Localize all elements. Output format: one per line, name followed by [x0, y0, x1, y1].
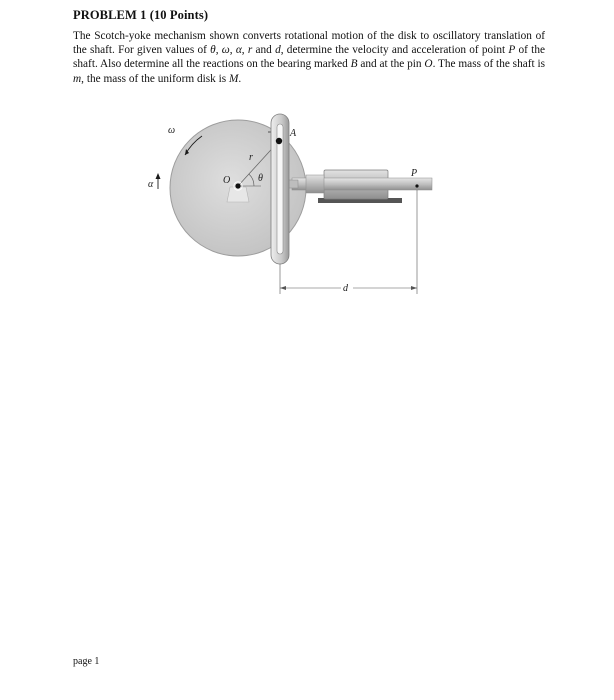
- symbol-theta: θ: [210, 44, 216, 57]
- shaft-end-left: [288, 180, 298, 188]
- label-alpha: α: [148, 179, 154, 190]
- text-part: , the mass of the uniform disk is: [81, 72, 229, 85]
- label-theta: θ: [258, 173, 263, 184]
- problem-title: PROBLEM 1 (10 Points): [73, 8, 209, 22]
- label-r: r: [249, 152, 253, 163]
- label-O: O: [223, 175, 231, 186]
- label-A: A: [290, 128, 297, 139]
- symbol-O: O: [424, 58, 433, 71]
- text-part: and at the pin: [357, 58, 425, 71]
- page-number: page 1: [73, 656, 100, 667]
- pin-O: [235, 183, 240, 188]
- symbol-B: B: [350, 58, 358, 71]
- dimension-arrowhead-left: [280, 286, 286, 290]
- point-P: [415, 184, 418, 187]
- text-part: . The mass of the shaft is: [432, 58, 545, 71]
- problem-statement: [73, 29, 545, 86]
- pin-A: [276, 138, 282, 144]
- pin-support: [227, 187, 249, 202]
- symbol-r: r: [247, 44, 253, 57]
- text-part: and: [252, 44, 276, 57]
- text-part: of the shaft. Also determine all the reactions on the bearing marked: [73, 44, 545, 71]
- text-part: ,: [241, 44, 248, 57]
- label-P: P: [411, 168, 418, 179]
- text-part: ,: [229, 44, 236, 57]
- symbol-omega: ω: [221, 44, 230, 57]
- symbol-P: P: [508, 44, 516, 57]
- symbol-d: d: [275, 44, 281, 57]
- symbol-m: m: [73, 72, 82, 85]
- symbol-alpha: α: [235, 44, 242, 57]
- symbol-M: M: [228, 72, 239, 85]
- alpha-arrowhead: [156, 173, 161, 179]
- label-omega: ω: [168, 125, 176, 136]
- shaft-collar: [306, 175, 324, 193]
- text-part: The Scotch-yoke mechanism shown converts rotational motion of the disk to oscillatory translation of the shaft. For given values of: [73, 30, 545, 57]
- label-d: d: [343, 283, 348, 294]
- text-part: .: [238, 72, 242, 85]
- scotch-yoke-figure: [140, 110, 440, 305]
- dimension-arrowhead-right: [411, 286, 417, 290]
- text-part: ,: [215, 44, 222, 57]
- text-part: , determine the velocity and acceleration of point: [280, 44, 509, 57]
